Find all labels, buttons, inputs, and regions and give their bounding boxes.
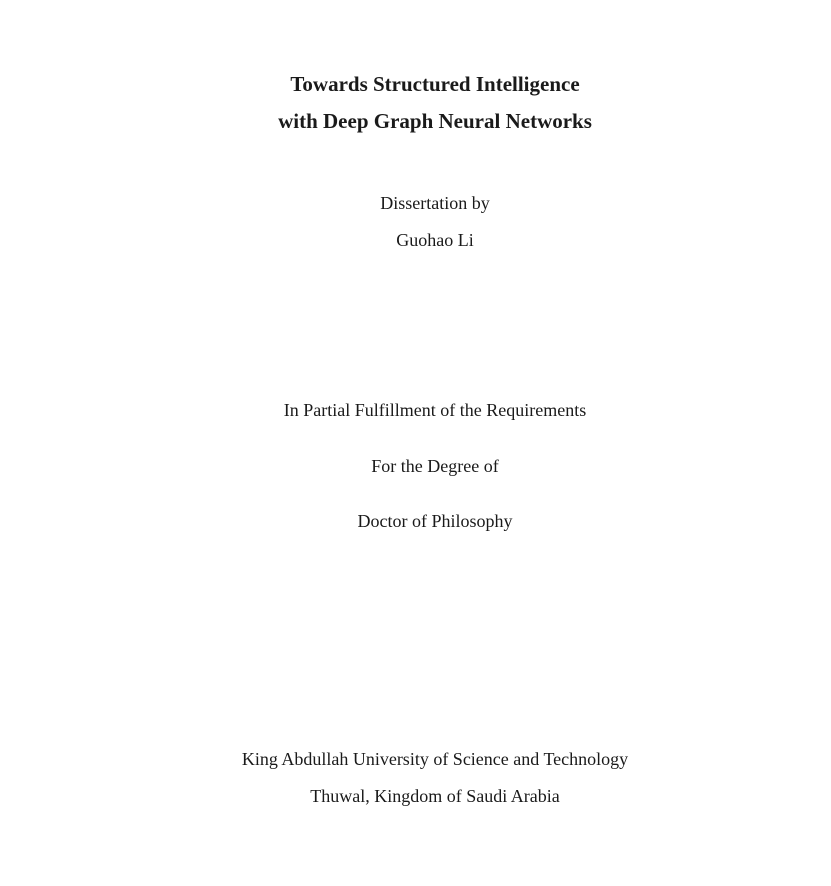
byline-label: Dissertation by <box>380 193 490 213</box>
author-name: Guohao Li <box>396 230 474 250</box>
degree-name: Doctor of Philosophy <box>357 511 513 531</box>
requirements-statement: In Partial Fulfillment of the Requirements <box>283 400 587 420</box>
institution-location: Thuwal, Kingdom of Saudi Arabia <box>310 786 560 806</box>
degree-label: For the Degree of <box>371 456 499 476</box>
dissertation-title-line-1: Towards Structured Intelligence <box>290 72 580 96</box>
dissertation-title-line-2: with Deep Graph Neural Networks <box>278 109 592 133</box>
institution-name: King Abdullah University of Science and Technology <box>241 749 629 769</box>
